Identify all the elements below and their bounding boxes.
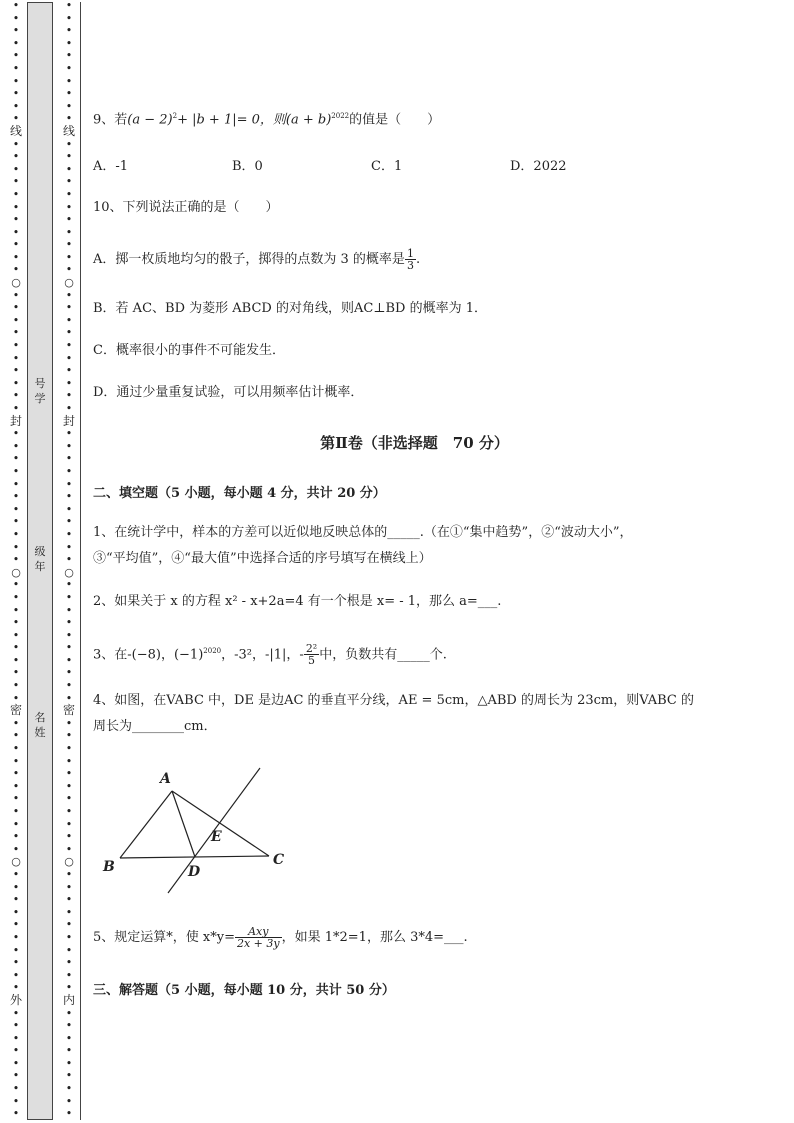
outer-dot: • — [12, 24, 20, 38]
outer-dot: • — [12, 1019, 20, 1033]
inner-dot: • — [65, 754, 73, 768]
inner-dot: • — [65, 905, 73, 919]
outer-dot-column — [9, 0, 23, 1123]
label-e: E — [211, 829, 222, 845]
outer-dot: • — [12, 402, 20, 415]
outer-dot: • — [12, 830, 20, 844]
outer-dot: • — [12, 439, 20, 453]
inner-dot: • — [65, 112, 73, 126]
question-10 — [93, 198, 279, 218]
inner-dot: • — [65, 238, 73, 252]
outer-dot: • — [12, 477, 20, 491]
inner-dot: • — [65, 893, 73, 907]
inner-dot: • — [65, 679, 73, 693]
inner-dot-column — [62, 0, 76, 1123]
inner-dot: • — [65, 225, 73, 239]
label-d: D — [188, 864, 201, 880]
outer-circle: ○ — [11, 565, 21, 579]
f5-prefix: 5、规定运算*，使 x*y= — [93, 930, 235, 945]
fill-q4-line2: 周长为________cm． — [93, 719, 217, 734]
outer-dot: • — [12, 666, 20, 680]
outer-dot: • — [12, 817, 20, 831]
outer-dot: • — [12, 867, 20, 881]
inner-dot: • — [65, 376, 73, 390]
outer-dot: • — [12, 313, 20, 327]
inner-dot: • — [65, 956, 73, 970]
inner-dot: • — [65, 313, 73, 327]
inner-dot: • — [65, 779, 73, 793]
inner-dot: • — [65, 200, 73, 214]
outer-dot: • — [12, 389, 20, 403]
inner-dot: • — [65, 452, 73, 466]
outer-dot: • — [12, 981, 20, 995]
outer-dot: • — [12, 641, 20, 655]
q10-frac-den: 3 — [406, 259, 414, 272]
inner-dot: • — [65, 24, 73, 38]
outer-dot: • — [12, 968, 20, 982]
outer-dot: • — [12, 1094, 20, 1108]
inner-dot: • — [65, 99, 73, 113]
outer-dot: • — [12, 162, 20, 176]
label-c: C — [273, 852, 285, 868]
inner-dot: • — [65, 175, 73, 189]
q9-expr3: (a + b) — [285, 112, 332, 128]
outer-dot: • — [12, 464, 20, 478]
outer-dot: • — [12, 754, 20, 768]
outer-dot: • — [12, 792, 20, 806]
inner-dot: • — [65, 150, 73, 164]
inner-mark: 密 — [62, 703, 75, 718]
inner-circle: ○ — [64, 276, 74, 290]
inner-dot: • — [65, 628, 73, 642]
q9-exp1: 2 — [172, 112, 178, 120]
inner-dot: • — [65, 351, 73, 365]
q10-option-a-text: A．掷一枚质地均匀的骰子，掷得的点数为 3 的概率是 — [93, 252, 405, 267]
inner-dot: • — [65, 603, 73, 617]
q9-options — [93, 157, 649, 177]
outer-dot: • — [12, 36, 20, 50]
inner-dot: • — [65, 301, 73, 315]
part-2-title: 第Ⅱ卷（非选择题 70 分） — [320, 434, 509, 452]
q9-prefix: 9、若 — [93, 112, 128, 128]
inner-dot: • — [65, 930, 73, 944]
outer-mark: 外 — [9, 992, 22, 1007]
outer-dot: • — [12, 540, 20, 554]
outer-dot: • — [12, 616, 20, 630]
inner-circle: ○ — [64, 565, 74, 579]
outer-dot: • — [12, 490, 20, 504]
inner-dot: • — [65, 250, 73, 264]
label-name-text: 名 姓 — [34, 711, 46, 739]
outer-dot: • — [12, 943, 20, 957]
inner-dot: • — [65, 187, 73, 201]
inner-dot: • — [65, 830, 73, 844]
outer-dot: • — [12, 527, 20, 541]
inner-dot: • — [65, 36, 73, 50]
f3-fraction — [304, 643, 319, 666]
label-b: B — [103, 859, 115, 875]
inner-dot: • — [65, 427, 73, 441]
inner-dot: • — [65, 87, 73, 101]
triangle-figure — [98, 764, 293, 896]
inner-dot: • — [65, 641, 73, 655]
fill-q1-line2: ③“平均值”，④“最大值”中选择合适的序号填写在横线上） — [93, 551, 432, 566]
inner-dot: • — [65, 968, 73, 982]
inner-dot: • — [65, 616, 73, 630]
q9-option-d: D．2022 — [510, 159, 567, 174]
inner-dot: • — [65, 742, 73, 756]
outer-dot: • — [12, 691, 20, 705]
outer-dot: • — [12, 175, 20, 189]
outer-dot: • — [12, 326, 20, 340]
outer-dot: • — [12, 187, 20, 201]
q10-option-a — [93, 248, 420, 271]
inner-dot: • — [65, 0, 73, 12]
inner-dot: • — [65, 792, 73, 806]
inner-dot: • — [65, 364, 73, 378]
outer-dot: • — [12, 842, 20, 856]
q10-option-c — [93, 341, 285, 361]
f3-suffix: 中，负数共有_____个. — [319, 647, 447, 663]
outer-dot: • — [12, 49, 20, 63]
f3-frac-num: 2² — [305, 642, 318, 656]
outer-dot: • — [12, 376, 20, 390]
outer-dot: • — [12, 956, 20, 970]
f3-frac-den: 5 — [308, 654, 316, 668]
inner-mark: 内 — [62, 992, 75, 1007]
outer-dot: • — [12, 590, 20, 604]
f5-frac-num: Axy — [235, 926, 282, 938]
inner-dot: • — [65, 590, 73, 604]
inner-dot: • — [65, 1031, 73, 1045]
inner-dot: • — [65, 49, 73, 63]
inner-dot: • — [65, 1006, 73, 1020]
inner-dot: • — [65, 515, 73, 529]
label-class — [27, 544, 53, 574]
outer-dot: • — [12, 742, 20, 756]
outer-dot: • — [12, 99, 20, 113]
outer-dot: • — [12, 628, 20, 642]
outer-dot: • — [12, 1082, 20, 1096]
outer-dot: • — [12, 918, 20, 932]
fill-q3 — [93, 641, 447, 666]
q10-option-a-fraction — [405, 248, 416, 271]
outer-dot: • — [12, 213, 20, 227]
inner-dot: • — [65, 61, 73, 75]
q9-option-b: B．0 — [232, 159, 263, 174]
fill-q1-line1: 1、在统计学中，样本的方差可以近似地反映总体的_____.（在①“集中趋势”，②“波动大小”， — [93, 525, 633, 540]
inner-dot: • — [65, 464, 73, 478]
inner-mark: 封 — [62, 413, 75, 428]
inner-dot: • — [65, 162, 73, 176]
inner-dot: • — [65, 439, 73, 453]
outer-mark: 封 — [9, 413, 22, 428]
inner-dot: • — [65, 817, 73, 831]
outer-dot: • — [12, 250, 20, 264]
outer-dot: • — [12, 112, 20, 126]
fill-q5 — [93, 926, 468, 949]
inner-dot: • — [65, 666, 73, 680]
inner-dot: • — [65, 578, 73, 592]
section-3-title: 三、解答题（5 小题，每小题 10 分，共计 50 分） — [93, 983, 395, 998]
outer-dot: • — [12, 263, 20, 277]
inner-dot: • — [65, 502, 73, 516]
label-class-text: 级 年 — [34, 545, 46, 573]
q9-expr1: (a − 2) — [127, 112, 173, 128]
inner-dot: • — [65, 11, 73, 25]
inner-dot: • — [65, 288, 73, 302]
inner-dot: • — [65, 1094, 73, 1108]
outer-dot: • — [12, 767, 20, 781]
label-a: A — [160, 771, 171, 787]
outer-dot: • — [12, 364, 20, 378]
inner-dot: • — [65, 527, 73, 541]
outer-dot: • — [12, 603, 20, 617]
section-2-title: 二、填空题（5 小题，每小题 4 分，共计 20 分） — [93, 486, 386, 501]
inner-dot: • — [65, 842, 73, 856]
question-9 — [93, 106, 440, 130]
fill-q2: 2、如果关于 x 的方程 x² - x+2a=4 有一个根是 x= - 1，那么 a=___. — [93, 594, 502, 609]
label-student-id — [27, 376, 53, 406]
outer-dot: • — [12, 779, 20, 793]
inner-dot: • — [65, 880, 73, 894]
outer-dot: • — [12, 351, 20, 365]
outer-dot: • — [12, 1031, 20, 1045]
q10-option-b-text: B．若 AC、BD 为菱形 ABCD 的对角线，则AC⊥BD 的概率为 1． — [93, 301, 488, 316]
outer-dot: • — [12, 893, 20, 907]
f5-fraction — [235, 926, 282, 949]
inner-dot: • — [65, 1082, 73, 1096]
label-student-id-text: 号 学 — [34, 377, 46, 405]
outer-dot: • — [12, 301, 20, 315]
outer-dot: • — [12, 11, 20, 25]
q10-option-d — [93, 383, 363, 403]
inner-dot: • — [65, 213, 73, 227]
outer-dot: • — [12, 1056, 20, 1070]
outer-dot: • — [12, 905, 20, 919]
inner-dot: • — [65, 1044, 73, 1058]
segment-ad — [172, 791, 195, 857]
inner-dot: • — [65, 918, 73, 932]
outer-dot: • — [12, 225, 20, 239]
f3-mid: ，-3²，-|1|，- — [221, 647, 304, 663]
outer-dot: • — [12, 339, 20, 353]
q9-option-c: C．1 — [371, 159, 403, 174]
inner-dot: • — [65, 553, 73, 567]
q9-option-a: A．-1 — [93, 159, 129, 174]
inner-dot: • — [65, 716, 73, 730]
inner-circle: ○ — [64, 855, 74, 869]
q10-option-b — [93, 299, 487, 319]
outer-dot: • — [12, 1107, 20, 1121]
outer-dot: • — [12, 200, 20, 214]
q10-option-c-text: C．概率很小的事件不可能发生． — [93, 343, 285, 358]
outer-dot: • — [12, 729, 20, 743]
q9-suffix: 的值是（ ） — [349, 112, 441, 128]
q10-frac-num: 1 — [406, 247, 414, 260]
fill-q4-line1: 4、如图，在VABC 中，DE 是边AC 的垂直平分线，AE = 5cm，△ABD 的周长为 23cm，则VABC 的 — [93, 693, 695, 708]
q10-option-a-end: . — [415, 252, 421, 267]
outer-dot: • — [12, 150, 20, 164]
outer-dot: • — [12, 515, 20, 529]
inner-dot: • — [65, 326, 73, 340]
inner-dot: • — [65, 1107, 73, 1121]
inner-dot: • — [65, 867, 73, 881]
inner-dot: • — [65, 339, 73, 353]
inner-dot: • — [65, 805, 73, 818]
outer-dot: • — [12, 578, 20, 592]
outer-mark: 线 — [9, 123, 22, 138]
inner-dot: • — [65, 263, 73, 277]
inner-dot: • — [65, 653, 73, 667]
outer-dot: • — [12, 427, 20, 441]
q10-option-d-text: D．通过少量重复试验，可以用频率估计概率． — [93, 385, 364, 400]
outer-dot: • — [12, 553, 20, 567]
inner-dot: • — [65, 729, 73, 743]
outer-dot: • — [12, 87, 20, 101]
label-name — [27, 710, 53, 740]
inner-dot: • — [65, 767, 73, 781]
outer-dot: • — [12, 653, 20, 667]
q9-expr2: + |b + 1|= 0，则 — [177, 112, 286, 128]
outer-dot: • — [12, 238, 20, 252]
inner-dot: • — [65, 1056, 73, 1070]
inner-dot: • — [65, 943, 73, 957]
inner-dot: • — [65, 981, 73, 995]
inner-mark: 线 — [62, 123, 75, 138]
inner-dot: • — [65, 477, 73, 491]
inner-dot: • — [65, 389, 73, 403]
f5-suffix: ，如果 1*2=1，那么 3*4=___. — [281, 930, 468, 945]
f5-frac-den: 2x + 3y — [236, 937, 280, 950]
inner-dot: • — [65, 1069, 73, 1083]
outer-dot: • — [12, 1069, 20, 1083]
f3-exp: 2020 — [203, 647, 222, 655]
outer-dot: • — [12, 679, 20, 693]
inner-dot: • — [65, 137, 73, 151]
inner-dot: • — [65, 540, 73, 554]
segment-ab — [120, 791, 172, 858]
outer-dot: • — [12, 74, 20, 88]
outer-dot: • — [12, 137, 20, 151]
outer-mark: 密 — [9, 703, 22, 718]
f3-prefix: 3、在-(−8)，(−1) — [93, 647, 204, 663]
segment-ac — [172, 791, 269, 856]
inner-dot: • — [65, 74, 73, 88]
binding-rule-right — [80, 2, 81, 1120]
q9-exp3: 2022 — [331, 112, 350, 120]
outer-dot: • — [12, 288, 20, 302]
outer-circle: ○ — [11, 855, 21, 869]
inner-dot: • — [65, 490, 73, 504]
outer-circle: ○ — [11, 276, 21, 290]
inner-dot: • — [65, 691, 73, 705]
outer-dot: • — [12, 0, 20, 12]
outer-dot: • — [12, 805, 20, 818]
outer-dot: • — [12, 1044, 20, 1058]
outer-dot: • — [12, 880, 20, 894]
outer-dot: • — [12, 502, 20, 516]
inner-dot: • — [65, 402, 73, 415]
outer-dot: • — [12, 716, 20, 730]
outer-dot: • — [12, 930, 20, 944]
outer-dot: • — [12, 61, 20, 75]
inner-dot: • — [65, 1019, 73, 1033]
outer-dot: • — [12, 452, 20, 466]
q10-stem: 10、下列说法正确的是（ ） — [93, 200, 279, 215]
outer-dot: • — [12, 1006, 20, 1020]
